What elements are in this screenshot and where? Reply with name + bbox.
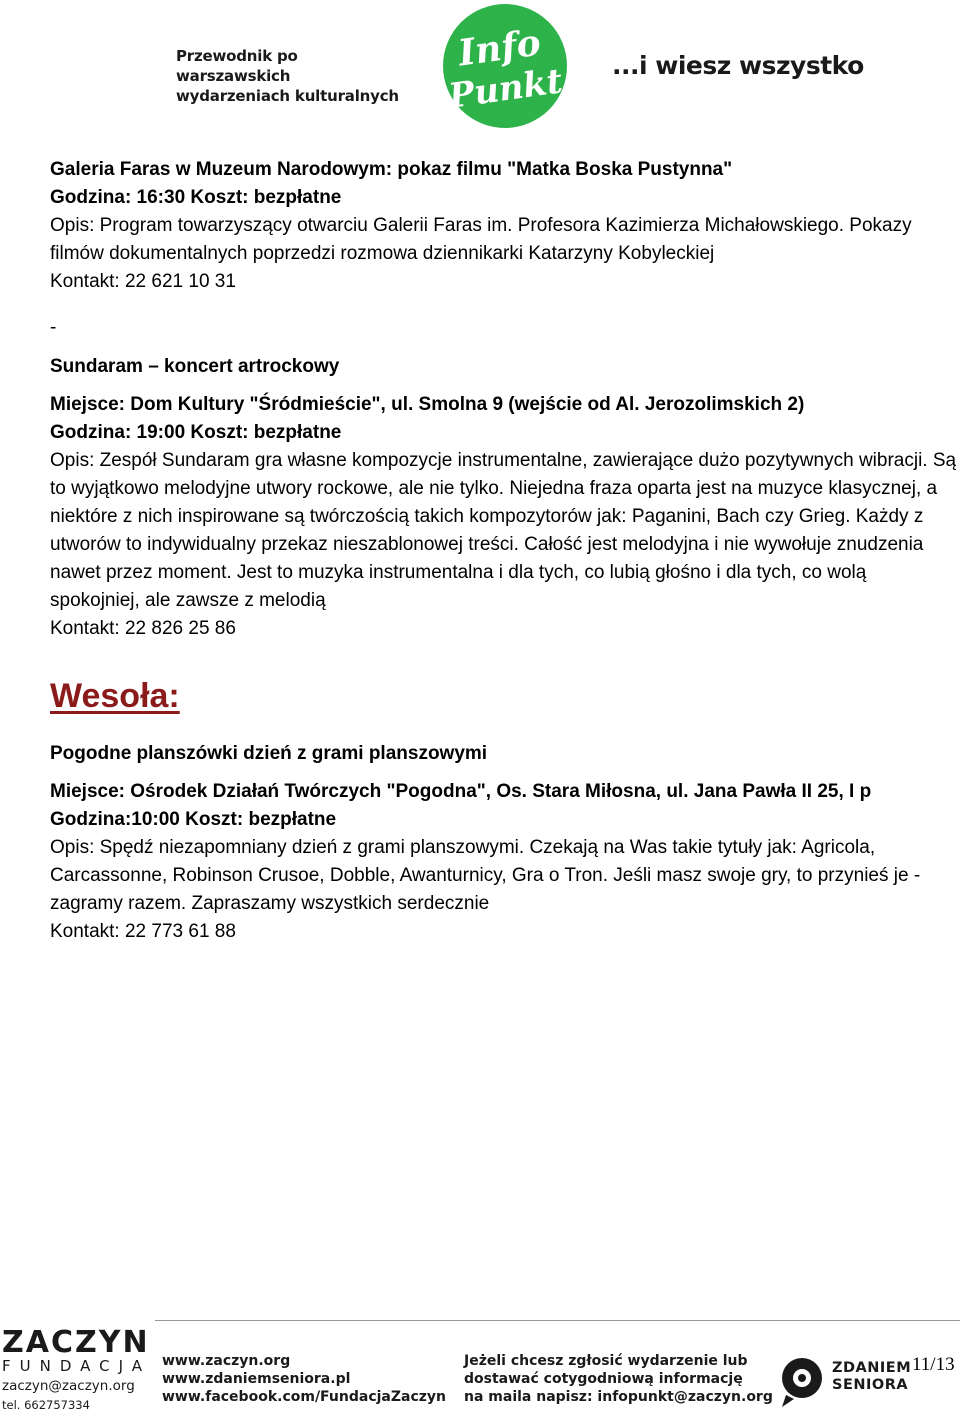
footer-link-zaczyn[interactable]: www.zaczyn.org bbox=[162, 1353, 291, 1369]
event-3-time-cost: Godzina:10:00 Koszt: bezpłatne bbox=[50, 809, 337, 830]
zdaniem-seniora-icon bbox=[780, 1347, 824, 1409]
event-separator: - bbox=[50, 317, 57, 338]
zdaniem-seniora-wordmark bbox=[832, 1360, 911, 1394]
event-3-description: Opis: Spędź niezapomniany dzień z grami planszowymi. Czekają na Was takie tytuły jak: Agricola, Carcassonne, Robinson Crusoe, Dobble, Awanturnicy, Gra o Tron. Jeśli masz swoje gry, to przynieś je - zagramy razem. Zapraszamy wszystkich serdecznie bbox=[50, 837, 921, 914]
page-number: 11/13 bbox=[912, 1354, 955, 1375]
event-3-location: Miejsce: Ośrodek Działań Twórczych "Pogodna", Os. Stara Miłosna, ul. Jana Pawła II 25, I p bbox=[50, 781, 872, 802]
footer-submit-info bbox=[464, 1352, 773, 1406]
infopunkt-logo bbox=[440, 2, 570, 130]
event-2-title: Sundaram – koncert artrockowy bbox=[50, 356, 340, 377]
event-2-time-cost: Godzina: 19:00 Koszt: bezpłatne bbox=[50, 422, 342, 443]
event-1-title: Galeria Faras w Muzeum Narodowym: pokaz filmu "Matka Boska Pustynna" bbox=[50, 159, 733, 180]
section-heading-wesola: Wesoła: bbox=[50, 677, 180, 715]
slogan: ...i wiesz wszystko bbox=[612, 51, 864, 80]
event-3-contact: Kontakt: 22 773 61 88 bbox=[50, 921, 236, 942]
logo-text-punkt: Punkt bbox=[446, 61, 565, 117]
footer-email: zaczyn@zaczyn.org bbox=[2, 1378, 135, 1394]
footer-link-zdaniemseniora[interactable]: www.zdaniemseniora.pl bbox=[162, 1371, 351, 1387]
footer-info-line-3: na maila napisz: infopunkt@zaczyn.org bbox=[464, 1389, 773, 1405]
footer-link-facebook[interactable]: www.facebook.com/FundacjaZaczyn bbox=[162, 1389, 447, 1405]
event-1-time-cost: Godzina: 16:30 Koszt: bezpłatne bbox=[50, 187, 342, 208]
footer-phone: tel. 662757334 bbox=[2, 1398, 90, 1412]
guide-tagline bbox=[176, 46, 416, 106]
zaczyn-logo-subtitle: FUNDACJA bbox=[2, 1357, 152, 1375]
event-2-location: Miejsce: Dom Kultury "Śródmieście", ul. Smolna 9 (wejście od Al. Jerozolimskich 2) bbox=[50, 394, 805, 415]
event-3-title: Pogodne planszówki dzień z grami planszowymi bbox=[50, 743, 488, 764]
logo-text-info: Info bbox=[455, 21, 544, 75]
event-1-description: Opis: Program towarzyszący otwarciu Galerii Faras im. Profesora Kazimierza Michałowskiego. Pokazy filmów dokumentalnych poprzedzi rozmowa dziennikarki Katarzyny Kobyleckiej bbox=[50, 215, 912, 264]
tagline-line-2: wydarzeniach kulturalnych bbox=[176, 87, 399, 105]
event-1-contact: Kontakt: 22 621 10 31 bbox=[50, 271, 236, 292]
zaczyn-logo-name: ZACZYN bbox=[2, 1325, 150, 1360]
event-2-contact: Kontakt: 22 826 25 86 bbox=[50, 618, 236, 639]
footer-info-line-1: Jeżeli chcesz zgłosić wydarzenie lub bbox=[464, 1353, 748, 1369]
brand-line-1: ZDANIEM bbox=[832, 1360, 912, 1376]
footer-info-line-2: dostawać cotygodniową informację bbox=[464, 1371, 743, 1387]
brand-line-2: SENIORA bbox=[832, 1377, 909, 1393]
footer-links bbox=[162, 1352, 446, 1406]
events-content bbox=[50, 156, 960, 946]
footer-divider bbox=[155, 1320, 960, 1321]
tagline-line-1: Przewodnik po warszawskich bbox=[176, 47, 298, 85]
event-2-description: Opis: Zespół Sundaram gra własne kompozycje instrumentalne, zawierające dużo pozytywnych wibracji. Są to wyjątkowo melodyjne utwory rockowe, ale nie tylko. Niejedna fraza oparta jest na muzyce klasycznej, a niektóre z nich inspirowane są twórczością takich kompozytorów jak: Paganini, Bach czy Grieg. Każdy z utworów to indywidualny przekaz nieszablonowej treści. Całość jest melodyjna i nie wywołuje znudzenia nawet przez moment. Jest to muzyka instrumentalna i dla tych, co lubią głośno i dla tych, co wolą spokojniej, ale zawsze z melodią bbox=[50, 450, 957, 611]
